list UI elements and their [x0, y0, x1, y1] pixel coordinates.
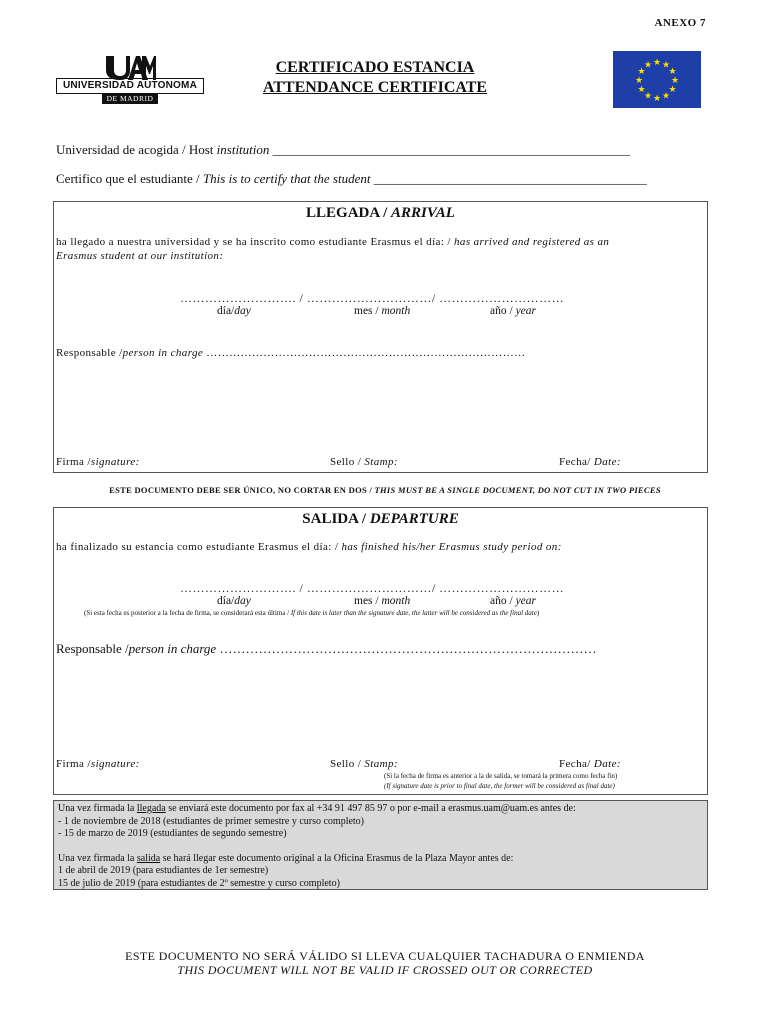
svg-text:★: ★ — [652, 94, 662, 104]
host-institution-field[interactable] — [56, 142, 630, 158]
departure-stamp-en: Stamp: — [364, 758, 398, 770]
single-document-warning — [0, 485, 770, 495]
departure-signature-en: signature: — [90, 758, 140, 770]
warning-es: ESTE DOCUMENTO DEBE SER ÚNICO, NO CORTAR EN DOS / — [109, 485, 375, 495]
departure-stamp-label — [330, 758, 398, 770]
footer-en: THIS DOCUMENT WILL NOT BE VALID IF CROSSED OUT OR CORRECTED — [177, 963, 593, 977]
arrival-day-es: día/ — [217, 305, 235, 317]
arrival-stamp-label — [330, 456, 398, 468]
departure-sign-note-1: (Si la fecha de firma es anterior a la de salida, se tomará la primera como fecha fin) — [384, 772, 618, 780]
departure-sign-note-2: (If signature date is prior to final date, the former will be considered as final date) — [384, 782, 615, 790]
arrival-text-en-1: has arrived and registered as an — [454, 236, 610, 248]
departure-text — [56, 541, 562, 553]
departure-month-label — [354, 595, 410, 607]
departure-heading — [54, 511, 707, 528]
warning-en: THIS MUST BE A SINGLE DOCUMENT, DO NOT CUT IN TWO PIECES — [374, 485, 661, 495]
arrival-month-en: month — [381, 305, 411, 317]
student-label-en: This is to certify that the student — [202, 171, 371, 186]
arrival-heading — [54, 205, 707, 222]
arrival-date-field[interactable]: ………………………. / …………………………/ ………………………… — [180, 291, 565, 305]
svg-text:★: ★ — [637, 85, 646, 95]
departure-responsible-en: person in charge — [128, 641, 217, 656]
arrival-date-es: Fecha/ — [559, 456, 594, 468]
departure-heading-en: DEPARTURE — [369, 511, 459, 527]
note-departure-post: se hará llegar este documento original a la Oficina Erasmus de la Plaza Mayor antes de: — [160, 852, 514, 864]
arrival-signature-es: Firma / — [56, 456, 91, 468]
arrival-stamp-en: Stamp: — [364, 456, 398, 468]
departure-month-en: month — [381, 595, 411, 607]
svg-text:★: ★ — [652, 58, 662, 68]
departure-date-note-es: (Si esta fecha es posterior a la fecha de firma, se considerará esta última / — [84, 609, 291, 617]
departure-text-en: has finished his/her Erasmus study period on: — [341, 541, 562, 553]
note-arrival-post: se enviará este documento por fax al +34 91 497 85 97 o por e-mail a erasmus.uam@uam.es antes de: — [165, 803, 576, 814]
departure-signature-label — [56, 758, 140, 770]
arrival-section — [53, 201, 708, 473]
arrival-signature-label — [56, 456, 140, 468]
student-blank: __________________________________________ — [370, 171, 647, 186]
departure-day-label — [217, 595, 251, 607]
departure-year-en: year — [515, 595, 536, 607]
departure-date-es: Fecha/ — [559, 758, 594, 770]
departure-section — [53, 507, 708, 795]
arrival-responsible-en: person in charge — [122, 347, 204, 359]
arrival-heading-es: LLEGADA / — [306, 205, 392, 221]
departure-day-es: día/ — [217, 595, 235, 607]
arrival-year-es: año / — [490, 305, 516, 317]
validity-footer — [0, 949, 770, 977]
host-blank: _______________________________________________________ — [272, 142, 631, 157]
arrival-responsible-dots: ………………………………………………………………………… — [203, 347, 526, 359]
title-english: ATTENDANCE CERTIFICATE — [262, 79, 488, 96]
eu-stars-icon — [613, 51, 701, 108]
note-arrival-line-3: - 15 de marzo de 2019 (estudiantes de segundo semestre) — [58, 828, 287, 839]
svg-text:★: ★ — [661, 60, 671, 71]
arrival-month-label — [354, 305, 410, 317]
arrival-stamp-es: Sello / — [330, 456, 365, 468]
departure-date-en: Date: — [593, 758, 621, 770]
departure-year-label — [490, 595, 536, 607]
annex-label: ANEXO 7 — [654, 17, 706, 29]
departure-day-en: day — [234, 595, 251, 607]
uam-logo-mark — [104, 56, 156, 80]
departure-date-field[interactable]: ………………………. / …………………………/ ………………………… — [180, 581, 565, 595]
departure-month-es: mes / — [354, 595, 382, 607]
departure-date-label — [559, 758, 621, 770]
student-label-es: Certifico que el estudiante / — [56, 171, 203, 186]
note-departure-line-3: 15 de julio de 2019 (para estudiantes de 2º semestre y curso completo) — [58, 877, 340, 889]
uam-logo-city: DE MADRID — [102, 93, 158, 104]
departure-date-note — [84, 609, 539, 617]
svg-text:★: ★ — [643, 60, 653, 71]
note-departure-keyword: salida — [136, 852, 161, 864]
departure-year-es: año / — [490, 595, 516, 607]
student-name-field[interactable] — [56, 171, 647, 187]
arrival-month-es: mes / — [354, 305, 382, 317]
arrival-signature-en: signature: — [90, 456, 140, 468]
arrival-responsible-field[interactable] — [56, 347, 526, 359]
title-spanish: CERTIFICADO ESTANCIA — [275, 59, 475, 76]
departure-responsible-es: Responsable / — [56, 641, 129, 656]
departure-signature-es: Firma / — [56, 758, 91, 770]
svg-text:★: ★ — [637, 67, 646, 77]
arrival-date-en: Date: — [593, 456, 621, 468]
departure-stamp-es: Sello / — [330, 758, 365, 770]
arrival-responsible-es: Responsable / — [56, 347, 123, 359]
arrival-day-label — [217, 305, 251, 317]
note-departure-pre: Una vez firmada la — [58, 852, 137, 864]
arrival-day-en: day — [234, 305, 251, 317]
uam-logo — [56, 56, 204, 104]
svg-text:★: ★ — [670, 76, 680, 86]
note-departure-line-2: 1 de abril de 2019 (para estudiantes de 1er semestre) — [58, 865, 269, 876]
host-label-es: Universidad de acogida / Host — [56, 142, 217, 157]
arrival-text-en-2: Erasmus student at our institution: — [56, 250, 224, 262]
eu-flag — [613, 51, 701, 108]
document-title — [200, 58, 550, 98]
note-arrival-pre: Una vez firmada la — [58, 803, 137, 814]
departure-responsible-dots: …………………………………………………………………………… — [216, 641, 597, 656]
arrival-date-label — [559, 456, 621, 468]
departure-date-note-end: ) — [536, 609, 540, 617]
svg-text:★: ★ — [668, 67, 677, 77]
svg-text:★: ★ — [643, 91, 653, 102]
arrival-year-label — [490, 305, 536, 317]
departure-heading-es: SALIDA / — [302, 511, 370, 527]
arrival-text — [56, 235, 696, 263]
svg-text:★: ★ — [634, 76, 644, 86]
svg-text:★: ★ — [668, 85, 677, 95]
arrival-year-en: year — [515, 305, 536, 317]
footer-es: ESTE DOCUMENTO NO SERÁ VÁLIDO SI LLEVA CUALQUIER TACHADURA O ENMIENDA — [125, 949, 645, 963]
host-label-en: institution — [216, 142, 270, 157]
departure-text-es: ha finalizado su estancia como estudiante Erasmus el día: / — [56, 541, 342, 553]
note-arrival-line-1 — [56, 803, 576, 816]
submission-instructions — [53, 800, 708, 890]
arrival-text-es: ha llegado a nuestra universidad y se ha inscrito como estudiante Erasmus el día: / — [56, 236, 455, 248]
uam-logo-name: UNIVERSIDAD AUTONOMA — [56, 78, 204, 94]
svg-text:★: ★ — [661, 91, 671, 102]
note-arrival-keyword: llegada — [136, 803, 166, 814]
note-departure-line-1 — [56, 853, 576, 866]
departure-responsible-field[interactable] — [56, 641, 596, 657]
arrival-heading-en: ARRIVAL — [391, 205, 455, 221]
departure-date-note-en: If this date is later than the signature date, the latter will be considered as the final date — [290, 609, 537, 617]
note-arrival-line-2: - 1 de noviembre de 2018 (estudiantes de primer semestre y curso completo) — [58, 815, 365, 827]
